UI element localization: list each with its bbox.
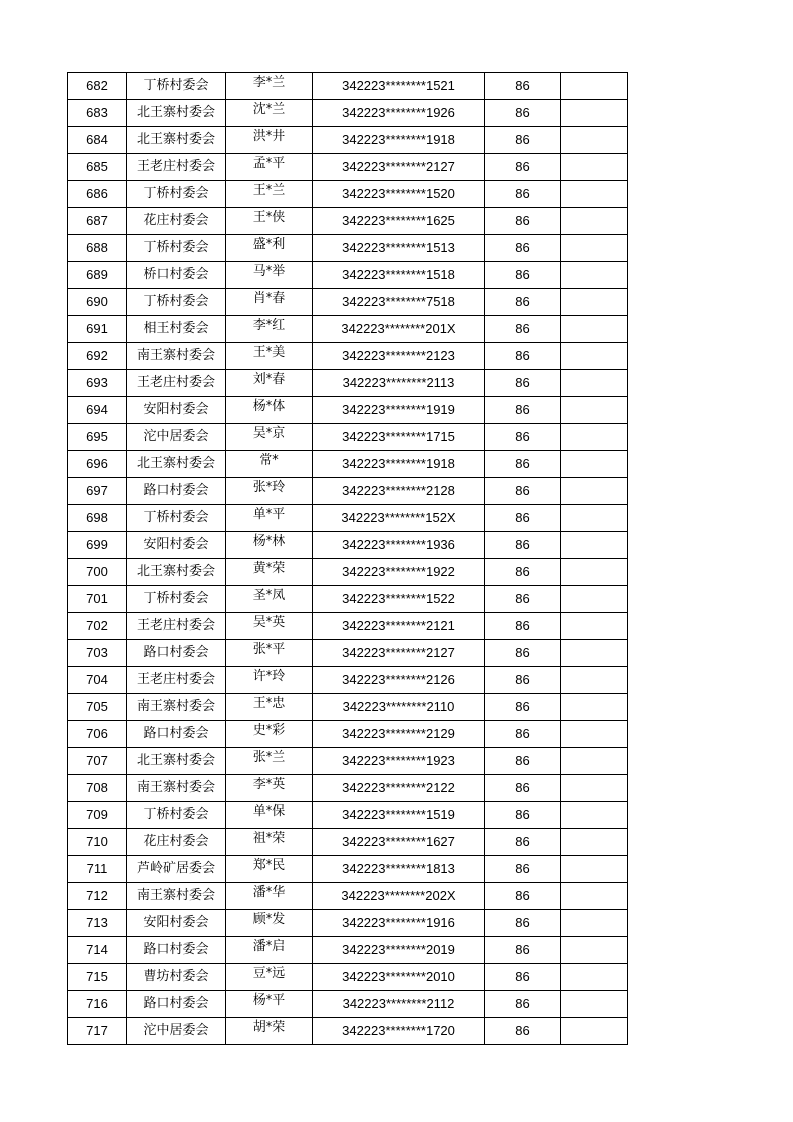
unit-cell: 丁桥村委会 — [127, 73, 226, 100]
id-number-cell: 342223********1519 — [313, 802, 485, 829]
row-number-cell: 699 — [68, 532, 127, 559]
id-number-cell: 342223********1919 — [313, 397, 485, 424]
note-cell — [561, 289, 628, 316]
row-number-cell: 693 — [68, 370, 127, 397]
score-cell: 86 — [485, 127, 561, 154]
note-cell — [561, 748, 628, 775]
table-row — [68, 208, 628, 235]
name-cell: 李*红 — [226, 316, 313, 343]
table-row — [68, 856, 628, 883]
id-number-cell: 342223********7518 — [313, 289, 485, 316]
name-cell: 祖*荣 — [226, 829, 313, 856]
table-row — [68, 73, 628, 100]
score-cell: 86 — [485, 478, 561, 505]
id-number-cell: 342223********2123 — [313, 343, 485, 370]
table-row — [68, 748, 628, 775]
name-cell: 潘*华 — [226, 883, 313, 910]
score-cell: 86 — [485, 262, 561, 289]
note-cell — [561, 262, 628, 289]
roster-table-body — [68, 73, 628, 1045]
name-cell: 杨*林 — [226, 532, 313, 559]
note-cell — [561, 910, 628, 937]
note-cell — [561, 640, 628, 667]
row-number-cell: 707 — [68, 748, 127, 775]
score-cell: 86 — [485, 181, 561, 208]
score-cell: 86 — [485, 505, 561, 532]
name-cell: 沈*兰 — [226, 100, 313, 127]
name-cell: 杨*平 — [226, 991, 313, 1018]
name-cell: 洪*井 — [226, 127, 313, 154]
table-row — [68, 910, 628, 937]
name-cell: 马*举 — [226, 262, 313, 289]
row-number-cell: 709 — [68, 802, 127, 829]
score-cell: 86 — [485, 748, 561, 775]
name-cell: 许*玲 — [226, 667, 313, 694]
score-cell: 86 — [485, 208, 561, 235]
score-cell: 86 — [485, 397, 561, 424]
row-number-cell: 690 — [68, 289, 127, 316]
table-row — [68, 154, 628, 181]
row-number-cell: 702 — [68, 613, 127, 640]
note-cell — [561, 505, 628, 532]
table-row — [68, 640, 628, 667]
unit-cell: 王老庄村委会 — [127, 370, 226, 397]
table-row — [68, 100, 628, 127]
unit-cell: 北王寨村委会 — [127, 127, 226, 154]
name-cell: 潘*启 — [226, 937, 313, 964]
table-row — [68, 613, 628, 640]
id-number-cell: 342223********1918 — [313, 451, 485, 478]
score-cell: 86 — [485, 775, 561, 802]
unit-cell: 花庄村委会 — [127, 208, 226, 235]
table-row — [68, 883, 628, 910]
row-number-cell: 701 — [68, 586, 127, 613]
table-row — [68, 775, 628, 802]
row-number-cell: 686 — [68, 181, 127, 208]
name-cell: 杨*体 — [226, 397, 313, 424]
id-number-cell: 342223********1923 — [313, 748, 485, 775]
table-row — [68, 127, 628, 154]
score-cell: 86 — [485, 1018, 561, 1045]
table-row — [68, 181, 628, 208]
table-row — [68, 424, 628, 451]
row-number-cell: 700 — [68, 559, 127, 586]
unit-cell: 芦岭矿居委会 — [127, 856, 226, 883]
score-cell: 86 — [485, 289, 561, 316]
row-number-cell: 715 — [68, 964, 127, 991]
note-cell — [561, 721, 628, 748]
name-cell: 胡*荣 — [226, 1018, 313, 1045]
name-cell: 王*兰 — [226, 181, 313, 208]
score-cell: 86 — [485, 343, 561, 370]
name-cell: 史*彩 — [226, 721, 313, 748]
note-cell — [561, 559, 628, 586]
row-number-cell: 717 — [68, 1018, 127, 1045]
score-cell: 86 — [485, 721, 561, 748]
row-number-cell: 682 — [68, 73, 127, 100]
name-cell: 顾*发 — [226, 910, 313, 937]
id-number-cell: 342223********1715 — [313, 424, 485, 451]
id-number-cell: 342223********1520 — [313, 181, 485, 208]
row-number-cell: 695 — [68, 424, 127, 451]
name-cell: 张*平 — [226, 640, 313, 667]
row-number-cell: 711 — [68, 856, 127, 883]
table-row — [68, 532, 628, 559]
table-row — [68, 667, 628, 694]
score-cell: 86 — [485, 235, 561, 262]
unit-cell: 北王寨村委会 — [127, 748, 226, 775]
table-row — [68, 397, 628, 424]
note-cell — [561, 424, 628, 451]
note-cell — [561, 181, 628, 208]
unit-cell: 北王寨村委会 — [127, 451, 226, 478]
note-cell — [561, 937, 628, 964]
unit-cell: 沱中居委会 — [127, 1018, 226, 1045]
id-number-cell: 342223********1720 — [313, 1018, 485, 1045]
id-number-cell: 342223********1518 — [313, 262, 485, 289]
id-number-cell: 342223********2126 — [313, 667, 485, 694]
unit-cell: 丁桥村委会 — [127, 289, 226, 316]
unit-cell: 相王村委会 — [127, 316, 226, 343]
row-number-cell: 713 — [68, 910, 127, 937]
table-row — [68, 262, 628, 289]
note-cell — [561, 667, 628, 694]
row-number-cell: 710 — [68, 829, 127, 856]
note-cell — [561, 964, 628, 991]
unit-cell: 南王寨村委会 — [127, 694, 226, 721]
id-number-cell: 342223********202X — [313, 883, 485, 910]
score-cell: 86 — [485, 910, 561, 937]
name-cell: 郑*民 — [226, 856, 313, 883]
name-cell: 吴*英 — [226, 613, 313, 640]
id-number-cell: 342223********1627 — [313, 829, 485, 856]
id-number-cell: 342223********2129 — [313, 721, 485, 748]
score-cell: 86 — [485, 316, 561, 343]
id-number-cell: 342223********1813 — [313, 856, 485, 883]
note-cell — [561, 532, 628, 559]
name-cell: 盛*利 — [226, 235, 313, 262]
row-number-cell: 708 — [68, 775, 127, 802]
name-cell: 李*兰 — [226, 73, 313, 100]
score-cell: 86 — [485, 532, 561, 559]
unit-cell: 丁桥村委会 — [127, 586, 226, 613]
row-number-cell: 694 — [68, 397, 127, 424]
name-cell: 张*玲 — [226, 478, 313, 505]
unit-cell: 丁桥村委会 — [127, 181, 226, 208]
row-number-cell: 692 — [68, 343, 127, 370]
unit-cell: 王老庄村委会 — [127, 667, 226, 694]
name-cell: 刘*春 — [226, 370, 313, 397]
row-number-cell: 685 — [68, 154, 127, 181]
id-number-cell: 342223********1922 — [313, 559, 485, 586]
score-cell: 86 — [485, 802, 561, 829]
unit-cell: 路口村委会 — [127, 991, 226, 1018]
table-row — [68, 937, 628, 964]
note-cell — [561, 586, 628, 613]
table-row — [68, 694, 628, 721]
unit-cell: 花庄村委会 — [127, 829, 226, 856]
row-number-cell: 698 — [68, 505, 127, 532]
score-cell: 86 — [485, 991, 561, 1018]
unit-cell: 路口村委会 — [127, 640, 226, 667]
id-number-cell: 342223********1521 — [313, 73, 485, 100]
name-cell: 肖*春 — [226, 289, 313, 316]
id-number-cell: 342223********1916 — [313, 910, 485, 937]
row-number-cell: 706 — [68, 721, 127, 748]
unit-cell: 南王寨村委会 — [127, 883, 226, 910]
score-cell: 86 — [485, 856, 561, 883]
score-cell: 86 — [485, 883, 561, 910]
note-cell — [561, 397, 628, 424]
unit-cell: 安阳村委会 — [127, 397, 226, 424]
name-cell: 孟*平 — [226, 154, 313, 181]
row-number-cell: 705 — [68, 694, 127, 721]
table-row — [68, 829, 628, 856]
note-cell — [561, 73, 628, 100]
note-cell — [561, 883, 628, 910]
table-row — [68, 1018, 628, 1045]
score-cell: 86 — [485, 586, 561, 613]
id-number-cell: 342223********1625 — [313, 208, 485, 235]
score-cell: 86 — [485, 559, 561, 586]
table-row — [68, 964, 628, 991]
unit-cell: 王老庄村委会 — [127, 154, 226, 181]
note-cell — [561, 478, 628, 505]
table-row — [68, 451, 628, 478]
unit-cell: 桥口村委会 — [127, 262, 226, 289]
name-cell: 王*侠 — [226, 208, 313, 235]
table-row — [68, 235, 628, 262]
row-number-cell: 688 — [68, 235, 127, 262]
table-row — [68, 289, 628, 316]
id-number-cell: 342223********201X — [313, 316, 485, 343]
score-cell: 86 — [485, 451, 561, 478]
row-number-cell: 703 — [68, 640, 127, 667]
id-number-cell: 342223********1918 — [313, 127, 485, 154]
unit-cell: 丁桥村委会 — [127, 505, 226, 532]
row-number-cell: 691 — [68, 316, 127, 343]
id-number-cell: 342223********2128 — [313, 478, 485, 505]
name-cell: 单*保 — [226, 802, 313, 829]
unit-cell: 路口村委会 — [127, 478, 226, 505]
score-cell: 86 — [485, 640, 561, 667]
note-cell — [561, 802, 628, 829]
unit-cell: 北王寨村委会 — [127, 559, 226, 586]
name-cell: 单*平 — [226, 505, 313, 532]
id-number-cell: 342223********2019 — [313, 937, 485, 964]
score-cell: 86 — [485, 964, 561, 991]
unit-cell: 安阳村委会 — [127, 532, 226, 559]
id-number-cell: 342223********1522 — [313, 586, 485, 613]
unit-cell: 沱中居委会 — [127, 424, 226, 451]
unit-cell: 安阳村委会 — [127, 910, 226, 937]
name-cell: 王*美 — [226, 343, 313, 370]
note-cell — [561, 1018, 628, 1045]
unit-cell: 南王寨村委会 — [127, 343, 226, 370]
id-number-cell: 342223********2122 — [313, 775, 485, 802]
id-number-cell: 342223********2113 — [313, 370, 485, 397]
note-cell — [561, 775, 628, 802]
row-number-cell: 687 — [68, 208, 127, 235]
note-cell — [561, 208, 628, 235]
name-cell: 张*兰 — [226, 748, 313, 775]
unit-cell: 路口村委会 — [127, 937, 226, 964]
note-cell — [561, 991, 628, 1018]
id-number-cell: 342223********2127 — [313, 640, 485, 667]
score-cell: 86 — [485, 613, 561, 640]
row-number-cell: 683 — [68, 100, 127, 127]
roster-table — [67, 72, 628, 1045]
row-number-cell: 697 — [68, 478, 127, 505]
id-number-cell: 342223********1936 — [313, 532, 485, 559]
id-number-cell: 342223********1926 — [313, 100, 485, 127]
table-row — [68, 370, 628, 397]
name-cell: 王*忠 — [226, 694, 313, 721]
id-number-cell: 342223********152X — [313, 505, 485, 532]
table-row — [68, 586, 628, 613]
note-cell — [561, 694, 628, 721]
score-cell: 86 — [485, 370, 561, 397]
note-cell — [561, 451, 628, 478]
note-cell — [561, 127, 628, 154]
note-cell — [561, 370, 628, 397]
note-cell — [561, 829, 628, 856]
table-row — [68, 505, 628, 532]
note-cell — [561, 100, 628, 127]
score-cell: 86 — [485, 667, 561, 694]
note-cell — [561, 343, 628, 370]
score-cell: 86 — [485, 937, 561, 964]
id-number-cell: 342223********2010 — [313, 964, 485, 991]
row-number-cell: 684 — [68, 127, 127, 154]
id-number-cell: 342223********2127 — [313, 154, 485, 181]
table-row — [68, 991, 628, 1018]
score-cell: 86 — [485, 73, 561, 100]
note-cell — [561, 856, 628, 883]
row-number-cell: 704 — [68, 667, 127, 694]
id-number-cell: 342223********2121 — [313, 613, 485, 640]
table-row — [68, 343, 628, 370]
id-number-cell: 342223********1513 — [313, 235, 485, 262]
name-cell: 吴*京 — [226, 424, 313, 451]
score-cell: 86 — [485, 100, 561, 127]
score-cell: 86 — [485, 154, 561, 181]
unit-cell: 南王寨村委会 — [127, 775, 226, 802]
row-number-cell: 716 — [68, 991, 127, 1018]
row-number-cell: 696 — [68, 451, 127, 478]
unit-cell: 丁桥村委会 — [127, 802, 226, 829]
table-row — [68, 559, 628, 586]
id-number-cell: 342223********2112 — [313, 991, 485, 1018]
unit-cell: 路口村委会 — [127, 721, 226, 748]
table-row — [68, 478, 628, 505]
unit-cell: 王老庄村委会 — [127, 613, 226, 640]
note-cell — [561, 316, 628, 343]
row-number-cell: 689 — [68, 262, 127, 289]
score-cell: 86 — [485, 694, 561, 721]
unit-cell: 北王寨村委会 — [127, 100, 226, 127]
table-row — [68, 316, 628, 343]
name-cell: 常* — [226, 451, 313, 478]
unit-cell: 曹坊村委会 — [127, 964, 226, 991]
unit-cell: 丁桥村委会 — [127, 235, 226, 262]
note-cell — [561, 235, 628, 262]
name-cell: 豆*远 — [226, 964, 313, 991]
row-number-cell: 714 — [68, 937, 127, 964]
name-cell: 黄*荣 — [226, 559, 313, 586]
note-cell — [561, 613, 628, 640]
score-cell: 86 — [485, 424, 561, 451]
table-row — [68, 721, 628, 748]
name-cell: 李*英 — [226, 775, 313, 802]
id-number-cell: 342223********2110 — [313, 694, 485, 721]
table-row — [68, 802, 628, 829]
name-cell: 圣*凤 — [226, 586, 313, 613]
score-cell: 86 — [485, 829, 561, 856]
note-cell — [561, 154, 628, 181]
row-number-cell: 712 — [68, 883, 127, 910]
